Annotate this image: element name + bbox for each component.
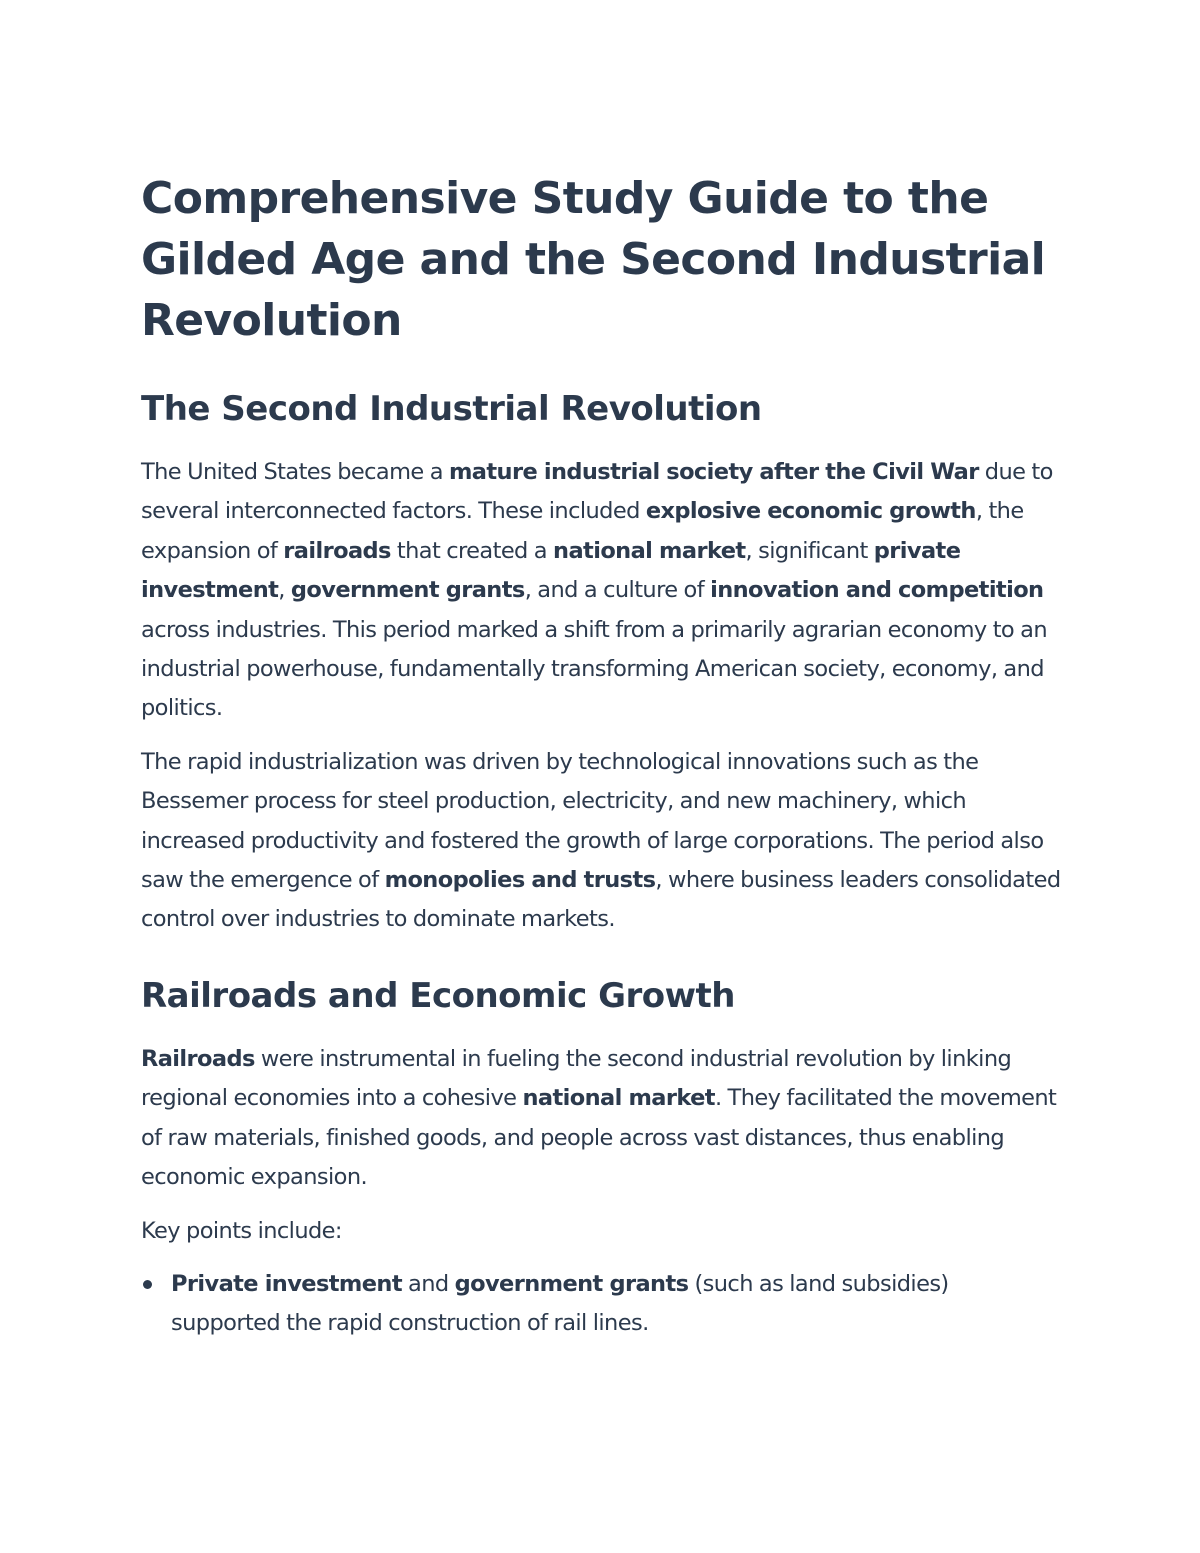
bold-phrase: mature industrial society after the Civil War (448, 459, 979, 485)
bold-phrase: Private investment (171, 1270, 402, 1297)
paragraph-industrial-society: The United States became a mature industrial society after the Civil War due to several interconnected factors. These included explosive economic growth, the expansion of railroads that created a national market, significant private investment, government grants, and a culture of innovation and competition across industries. This period marked a shift from a primarily agrarian economy to an industrial powerhouse, fundamentally transforming American society, economy, and politics. (141, 459, 1053, 722)
key-points-list (141, 1265, 1061, 1344)
bold-phrase: Railroads (141, 1045, 255, 1072)
paragraph-rapid-industrialization: The rapid industrialization was driven by technological innovations such as the Bessemer process for steel production, electricity, and new machinery, which increased productivity and fostered the growth of large corporations. The period also saw the emergence of monopolies and trusts, where business leaders consolidated control over industries to dominate markets. (141, 748, 1061, 933)
bold-phrase: government grants (290, 577, 525, 604)
bold-phrase: monopolies and trusts (384, 867, 656, 894)
bold-phrase: explosive economic growth (645, 498, 976, 525)
bullet-icon (143, 1280, 152, 1289)
key-points-label: Key points include: (141, 1217, 342, 1244)
section-heading-second-industrial-revolution: The Second Industrial Revolution (141, 389, 762, 429)
bold-phrase: railroads (283, 537, 391, 564)
bold-phrase: innovation and competition (710, 577, 1044, 604)
document-title: Comprehensive Study Guide to the Gilded Age and the Second Industrial Revolution (141, 173, 1046, 346)
bold-phrase: government grants (454, 1270, 689, 1297)
bold-phrase: national market (522, 1085, 715, 1112)
document-page (141, 168, 1061, 1344)
bold-phrase: private investment (141, 537, 961, 604)
paragraph-railroads: Railroads were instrumental in fueling the second industrial revolution by linking regional economies into a cohesive national market. They facilitated the movement of raw materials, finished goods, and people across vast distances, thus enabling economic expansion. (141, 1045, 1057, 1191)
section-heading-railroads: Railroads and Economic Growth (141, 975, 736, 1016)
bold-phrase: national market (553, 537, 746, 564)
list-item: Private investment and government grants (such as land subsidies) supported the rapid construction of rail lines. (141, 1265, 1061, 1344)
